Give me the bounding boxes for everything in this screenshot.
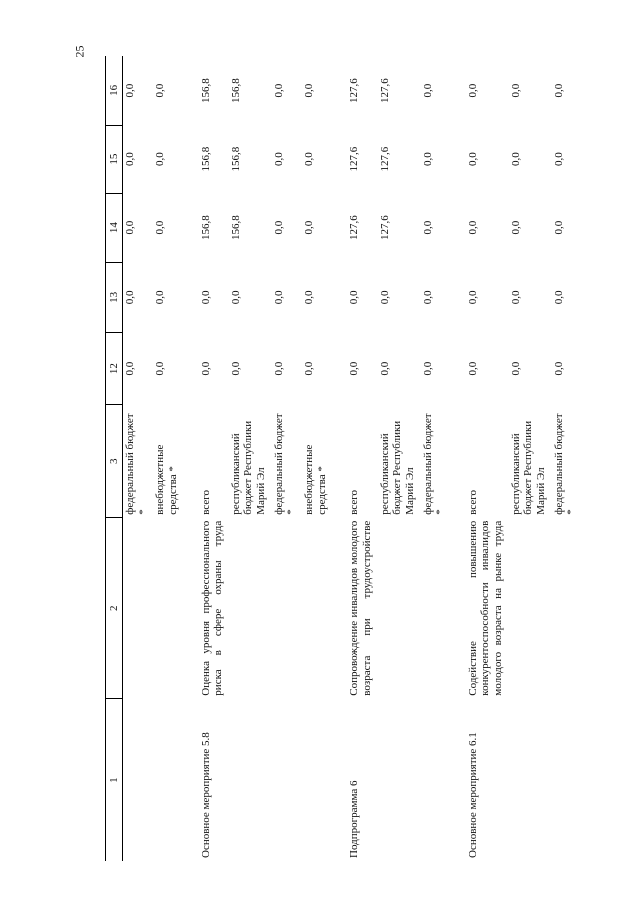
row-value: 127,6 bbox=[378, 146, 391, 172]
row-value: 0,0 bbox=[303, 290, 316, 305]
column-header: 12 bbox=[106, 332, 123, 404]
row-value: 0,0 bbox=[466, 290, 479, 305]
row-value: 0,0 bbox=[509, 290, 522, 305]
row-description bbox=[123, 518, 154, 699]
row-value: 0,0 bbox=[509, 152, 522, 167]
row-value: 0,0 bbox=[199, 361, 212, 376]
row-item-name: Основное мероприятие 6.1 bbox=[466, 732, 479, 858]
row-value: 0,0 bbox=[421, 290, 434, 305]
row-funding-source: республиканский бюджет Республики Марий Эл bbox=[509, 420, 548, 515]
row-item-name bbox=[302, 699, 332, 861]
table-row bbox=[421, 56, 451, 861]
row-value: 0,0 bbox=[272, 83, 285, 98]
row-funding-source: федеральный бюджет * bbox=[552, 413, 578, 515]
row-value: 0,0 bbox=[466, 361, 479, 376]
column-header: 2 bbox=[106, 518, 123, 699]
column-header: 3 bbox=[106, 405, 123, 518]
row-item-name bbox=[123, 699, 154, 861]
row-value: 0,0 bbox=[348, 290, 361, 305]
row-value: 0,0 bbox=[272, 361, 285, 376]
row-value: 0,0 bbox=[421, 152, 434, 167]
row-value: 0,0 bbox=[154, 361, 167, 376]
row-value: 156,8 bbox=[199, 78, 212, 103]
row-funding-source: всего bbox=[348, 489, 361, 515]
budget-table bbox=[105, 56, 582, 861]
row-value: 0,0 bbox=[421, 83, 434, 98]
row-item-name bbox=[153, 699, 183, 861]
row-value: 0,0 bbox=[272, 290, 285, 305]
row-description: Оценка уровня профессионального риска в сфере охраны труда bbox=[199, 520, 225, 696]
row-funding-source: всего bbox=[466, 489, 479, 515]
table-row bbox=[332, 56, 377, 861]
row-value: 0,0 bbox=[466, 220, 479, 235]
row-value: 0,0 bbox=[303, 361, 316, 376]
table-row bbox=[184, 56, 229, 861]
row-item-name bbox=[229, 699, 272, 861]
row-value: 127,6 bbox=[348, 146, 361, 172]
row-value: 0,0 bbox=[154, 220, 167, 235]
row-funding-source: внебюджетные средства * bbox=[154, 444, 179, 515]
row-value: 127,6 bbox=[348, 215, 361, 241]
row-item-name bbox=[421, 699, 451, 861]
row-value: 0,0 bbox=[378, 361, 391, 376]
table-row bbox=[229, 56, 272, 861]
row-value: 156,8 bbox=[229, 215, 242, 241]
row-value: 0,0 bbox=[509, 83, 522, 98]
row-value: 156,8 bbox=[229, 78, 242, 103]
row-value: 156,8 bbox=[199, 215, 212, 241]
row-value: 0,0 bbox=[348, 361, 361, 376]
row-value: 0,0 bbox=[124, 361, 136, 376]
row-value: 0,0 bbox=[552, 220, 565, 235]
table-row bbox=[272, 56, 302, 861]
table-row bbox=[509, 56, 552, 861]
row-value: 0,0 bbox=[124, 152, 136, 167]
row-description bbox=[229, 518, 272, 699]
column-header: 16 bbox=[106, 56, 123, 125]
row-description: Содействие повышению конкурентоспособности инвалидов молодого возраста на рынке труда bbox=[466, 520, 505, 696]
row-value: 0,0 bbox=[124, 220, 136, 235]
row-description bbox=[302, 518, 332, 699]
row-funding-source: республиканский бюджет Республики Марий Эл bbox=[229, 420, 268, 515]
row-value: 156,8 bbox=[229, 146, 242, 172]
row-value: 0,0 bbox=[509, 361, 522, 376]
row-value: 127,6 bbox=[378, 78, 391, 103]
row-value: 0,0 bbox=[154, 83, 167, 98]
row-value: 0,0 bbox=[303, 220, 316, 235]
row-funding-source: внебюджетные средства * bbox=[303, 444, 328, 515]
row-value: 156,8 bbox=[199, 146, 212, 172]
table-row bbox=[123, 56, 154, 861]
row-value: 0,0 bbox=[229, 290, 242, 305]
row-item-name bbox=[509, 699, 552, 861]
row-funding-source: республиканский бюджет Республики Марий Эл bbox=[378, 420, 416, 515]
row-item-name bbox=[552, 699, 582, 861]
row-value: 0,0 bbox=[154, 152, 167, 167]
column-header: 1 bbox=[106, 699, 123, 861]
row-description bbox=[552, 518, 582, 699]
row-value: 0,0 bbox=[466, 152, 479, 167]
column-header: 15 bbox=[106, 125, 123, 193]
table-row bbox=[552, 56, 582, 861]
row-value: 0,0 bbox=[272, 220, 285, 235]
row-value: 127,6 bbox=[348, 78, 361, 103]
table-row bbox=[302, 56, 332, 861]
page-number: 25 bbox=[72, 45, 87, 58]
row-description bbox=[509, 518, 552, 699]
row-value: 0,0 bbox=[466, 83, 479, 98]
row-value: 0,0 bbox=[199, 290, 212, 305]
row-value: 0,0 bbox=[303, 152, 316, 167]
row-value: 127,6 bbox=[378, 215, 391, 241]
table-row bbox=[378, 56, 421, 861]
column-header: 13 bbox=[106, 262, 123, 332]
row-item-name bbox=[272, 699, 302, 861]
row-value: 0,0 bbox=[303, 83, 316, 98]
row-funding-source: федеральный бюджет * bbox=[421, 413, 447, 515]
row-value: 0,0 bbox=[552, 361, 565, 376]
row-funding-source: федеральный бюджет * bbox=[272, 413, 298, 515]
row-value: 0,0 bbox=[124, 83, 136, 98]
row-item-name: Основное мероприятие 5.8 bbox=[199, 732, 212, 858]
row-value: 0,0 bbox=[552, 152, 565, 167]
row-value: 0,0 bbox=[552, 83, 565, 98]
row-funding-source: федеральный бюджет * bbox=[124, 413, 149, 515]
row-description bbox=[421, 518, 451, 699]
row-value: 0,0 bbox=[509, 220, 522, 235]
row-value: 0,0 bbox=[421, 220, 434, 235]
row-item-name bbox=[378, 699, 421, 861]
row-value: 0,0 bbox=[421, 361, 434, 376]
column-number-row bbox=[106, 56, 123, 861]
table-row bbox=[153, 56, 183, 861]
row-description: Сопровождение инвалидов молодого возраста при трудоустройстве bbox=[348, 520, 373, 696]
row-value: 0,0 bbox=[272, 152, 285, 167]
row-value: 0,0 bbox=[154, 290, 167, 305]
row-value: 0,0 bbox=[229, 361, 242, 376]
row-description bbox=[272, 518, 302, 699]
row-description bbox=[153, 518, 183, 699]
row-value: 0,0 bbox=[124, 290, 136, 305]
row-item-name: Подпрограмма 6 bbox=[348, 780, 361, 858]
row-value: 0,0 bbox=[378, 290, 391, 305]
row-value: 0,0 bbox=[552, 290, 565, 305]
row-description bbox=[378, 518, 421, 699]
column-header: 14 bbox=[106, 193, 123, 262]
row-funding-source: всего bbox=[199, 489, 212, 515]
table-row bbox=[451, 56, 509, 861]
